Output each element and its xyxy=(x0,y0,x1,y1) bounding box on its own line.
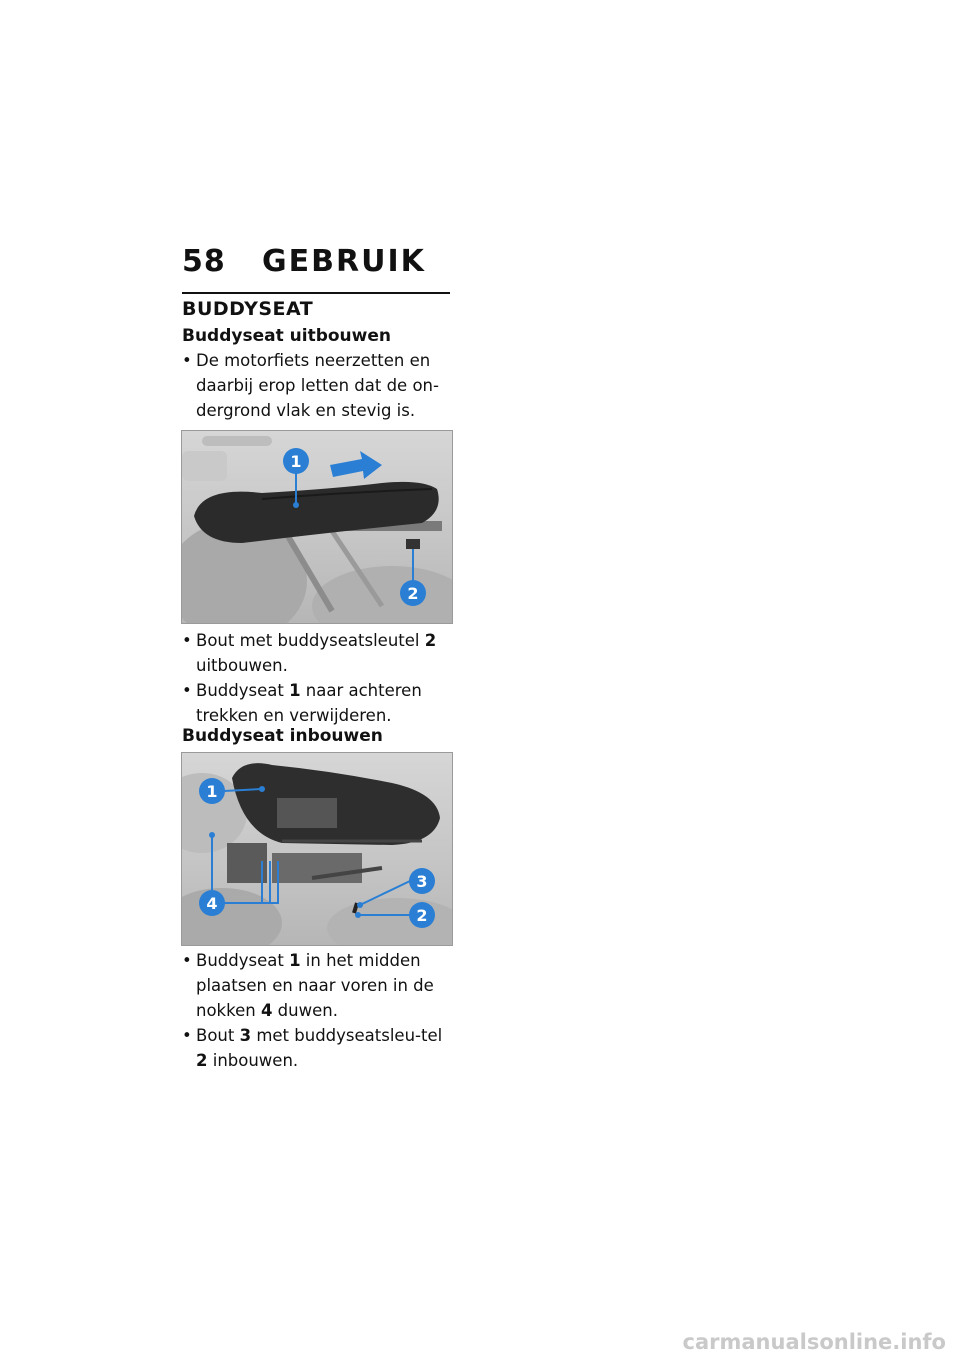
bullet-icon: • xyxy=(182,681,192,700)
removal-steps-after xyxy=(182,628,454,728)
installation-steps xyxy=(182,948,454,1073)
figure-seat-removal xyxy=(181,430,453,624)
list-item xyxy=(182,1023,454,1073)
step-text: met buddyseatsleu-tel xyxy=(251,1026,443,1045)
chapter-title: GEBRUIK xyxy=(262,244,426,279)
callout-label: 2 xyxy=(407,584,419,603)
list-item xyxy=(182,678,454,728)
callout-label: 3 xyxy=(416,872,428,891)
step-text: naar achteren trekken en verwijderen. xyxy=(196,681,422,725)
figure-seat-installation xyxy=(181,752,453,946)
list-item xyxy=(182,348,454,423)
step-text: Buddyseat xyxy=(196,681,290,700)
step-text: De motorfiets neerzetten en daarbij erop letten dat de on-dergrond vlak en stevig is. xyxy=(196,351,439,420)
subsection-heading-removal: Buddyseat uitbouwen xyxy=(182,326,391,346)
bullet-icon: • xyxy=(182,631,192,650)
step-text: uitbouwen. xyxy=(196,656,288,675)
step-text: Bout xyxy=(196,1026,240,1045)
callout-label: 1 xyxy=(206,782,218,801)
watermark: carmanualsonline.info xyxy=(682,1330,946,1354)
reference-number: 2 xyxy=(196,1051,208,1070)
removal-steps-before xyxy=(182,348,454,423)
page-number: 58 xyxy=(182,244,226,279)
section-title: BUDDYSEAT xyxy=(182,292,450,320)
reference-number: 1 xyxy=(289,681,301,700)
bullet-icon: • xyxy=(182,951,192,970)
callout-label: 2 xyxy=(416,906,428,925)
step-text: Bout met buddyseatsleutel xyxy=(196,631,425,650)
subsection-heading-installation: Buddyseat inbouwen xyxy=(182,726,383,746)
reference-number: 3 xyxy=(239,1026,252,1045)
reference-number: 2 xyxy=(424,631,437,650)
bullet-icon: • xyxy=(182,351,192,370)
reference-number: 4 xyxy=(260,1001,273,1020)
bullet-icon: • xyxy=(182,1026,192,1045)
step-text: Buddyseat xyxy=(196,951,290,970)
reference-number: 1 xyxy=(289,951,301,970)
list-item xyxy=(182,948,454,1023)
callout-label: 1 xyxy=(290,452,302,471)
step-text: inbouwen. xyxy=(207,1051,299,1070)
step-text: in het midden plaatsen en naar voren in de nokken xyxy=(196,951,434,1020)
list-item xyxy=(182,628,454,678)
step-text: duwen. xyxy=(272,1001,338,1020)
callout-label: 4 xyxy=(206,894,218,913)
